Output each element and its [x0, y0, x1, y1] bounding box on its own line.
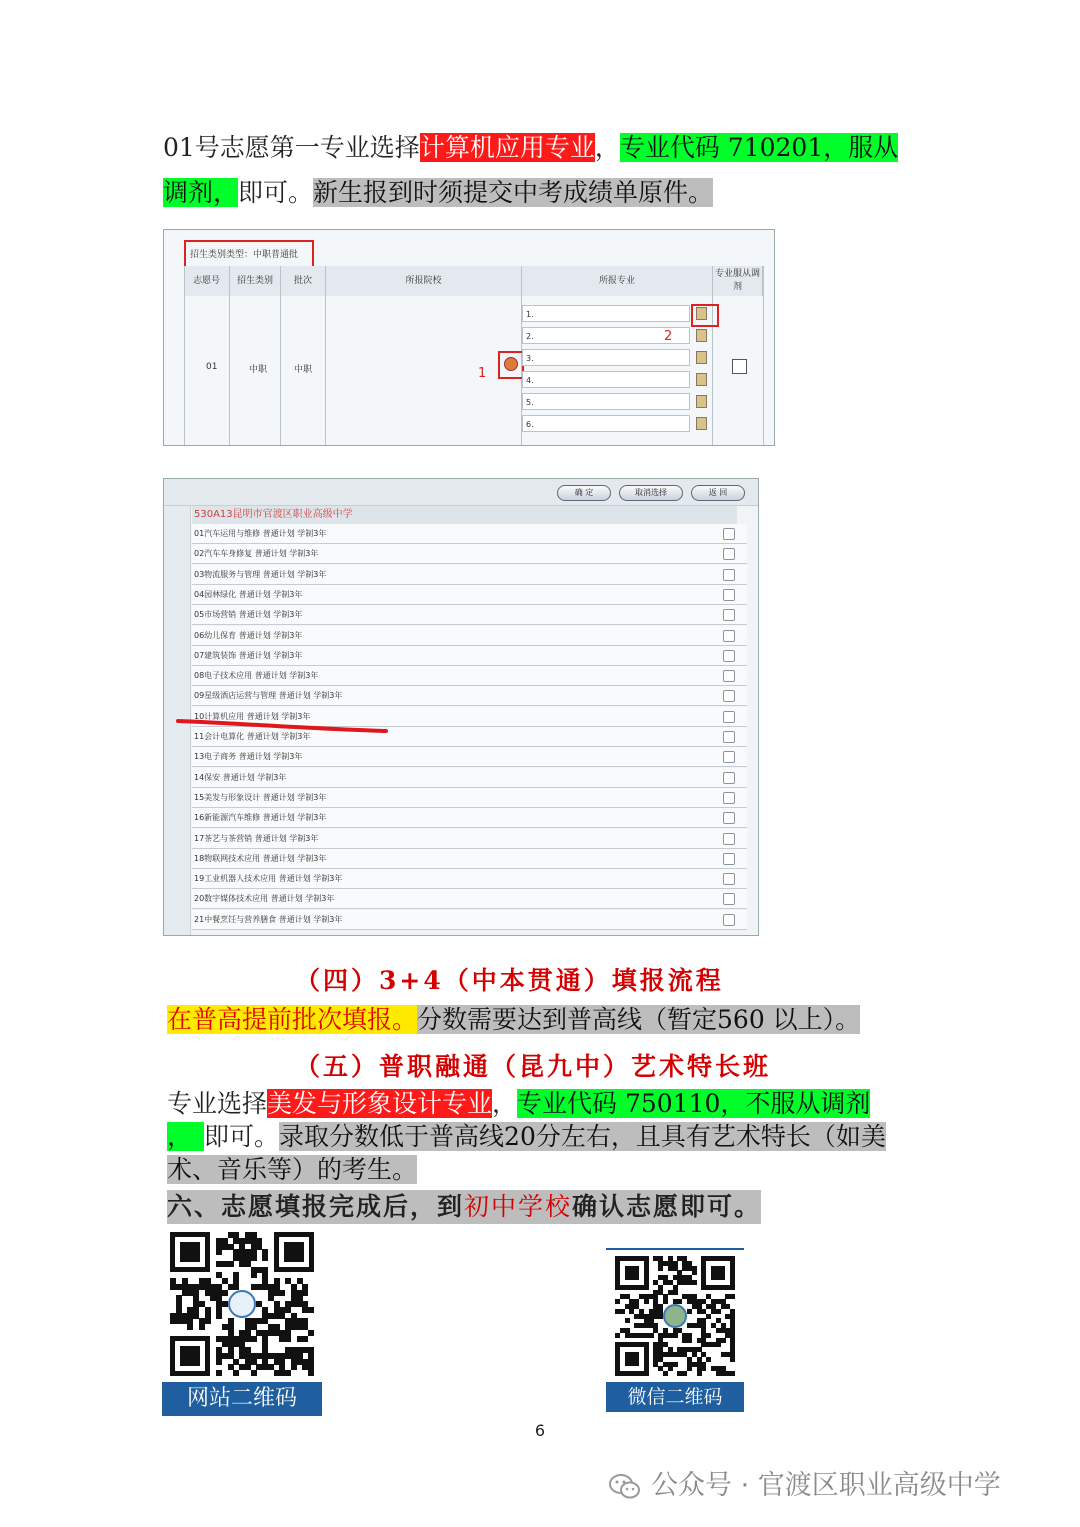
edit-icon[interactable]: [696, 307, 707, 320]
qr-module: [673, 1290, 678, 1295]
row-category: 中职: [249, 365, 268, 375]
qr-module: [262, 1255, 268, 1261]
major-list-row[interactable]: [192, 585, 747, 605]
website-qr-card: [162, 1226, 322, 1416]
para1-line2: [163, 176, 713, 210]
para1-text2: 即可。: [238, 178, 314, 207]
highlight-batch: 在普高提前批次填报。: [167, 1005, 418, 1034]
qr-module: [285, 1336, 291, 1342]
major-list-label: 01汽车运用与维修 普通计划 学制3年: [194, 529, 327, 538]
major-list-label: 17茶艺与茶营销 普通计划 学制3年: [194, 833, 319, 843]
qr-module: [649, 1333, 654, 1338]
major-list-label: 16新能源汽车维修 普通计划 学制3年: [194, 813, 327, 823]
qr-module: [251, 1272, 257, 1278]
select-radio[interactable]: [723, 914, 735, 926]
edit-icon[interactable]: [696, 351, 707, 364]
qr-finder: [274, 1232, 314, 1272]
qr-module: [216, 1313, 222, 1319]
qr-logo: [663, 1304, 687, 1328]
select-radio[interactable]: [723, 812, 735, 824]
section5-text2: 即可。: [204, 1122, 280, 1151]
select-radio[interactable]: [723, 589, 735, 601]
select-radio[interactable]: [723, 731, 735, 743]
edit-icon[interactable]: [696, 395, 707, 408]
qr-finder: [170, 1336, 210, 1376]
row-no: 01: [206, 362, 218, 372]
cancel-select-button[interactable]: 取消选择: [619, 485, 683, 501]
footer: [609, 1463, 1001, 1502]
qr-module: [251, 1336, 257, 1342]
major-row-2[interactable]: 2.: [522, 327, 690, 344]
wechat-qr-caption: 微信二维码: [606, 1382, 744, 1412]
select-radio[interactable]: [723, 772, 735, 784]
section4-heading: （四）3+4（中本贯通）填报流程: [295, 966, 724, 995]
para1-comma: ，: [594, 133, 620, 162]
qr-module: [285, 1370, 291, 1376]
header-no: 志愿号: [184, 266, 230, 296]
section5-line2: [167, 1120, 886, 1154]
major-list-row[interactable]: [192, 747, 747, 767]
qr-finder: [615, 1342, 649, 1376]
grid-line: [325, 266, 326, 445]
qr-module: [251, 1255, 257, 1261]
major-list-label: 05市场营销 普通计划 学制3年: [194, 610, 303, 620]
major-list-row[interactable]: [192, 889, 747, 909]
section6-text: 六、志愿填报完成后，到: [167, 1192, 465, 1221]
qr-module: [251, 1370, 257, 1376]
major-row-1[interactable]: 1.: [522, 305, 690, 322]
select-radio[interactable]: [723, 853, 735, 865]
adjust-checkbox[interactable]: [732, 359, 747, 374]
major-list-label: 08电子技术应用 普通计划 学制3年: [194, 671, 319, 681]
qr-module: [682, 1371, 687, 1376]
major-list-label: 15美发与形象设计 普通计划 学制3年: [194, 792, 327, 802]
major-list-label: 14保安 普通计划 学制3年: [194, 772, 287, 782]
qr-module: [687, 1309, 692, 1314]
header-major: 所报专业: [522, 266, 713, 296]
qr-module: [216, 1359, 222, 1365]
qr-module: [730, 1294, 735, 1299]
qr-module: [279, 1290, 285, 1296]
page-number: 6: [534, 1421, 546, 1440]
qr-module: [706, 1357, 711, 1362]
select-radio[interactable]: [723, 751, 735, 763]
qr-finder: [615, 1256, 649, 1290]
highlight-major: 计算机应用专业: [419, 133, 595, 162]
major-row-6[interactable]: 6.: [522, 415, 690, 432]
major-list-label: 04园林绿化 普通计划 学制3年: [194, 589, 303, 599]
section4-line: [167, 1003, 860, 1037]
major-list-label: 18物联网技术应用 普通计划 学制3年: [194, 853, 327, 863]
qr-module: [199, 1324, 205, 1330]
qr-module: [291, 1364, 297, 1370]
edit-icon[interactable]: [696, 329, 707, 342]
major-list-row[interactable]: [192, 646, 747, 666]
select-radio[interactable]: [723, 711, 735, 723]
major-list-row[interactable]: [192, 849, 747, 869]
qr-module: [187, 1324, 193, 1330]
select-radio[interactable]: [723, 650, 735, 662]
wechat-icon: [609, 1473, 641, 1501]
section5-line3: [167, 1153, 417, 1187]
underline-mark: [174, 709, 394, 735]
qr-module: [668, 1366, 673, 1371]
qr-module: [730, 1357, 735, 1362]
qr-module: [205, 1318, 211, 1324]
school-select-icon[interactable]: [504, 357, 518, 371]
select-radio[interactable]: [723, 548, 735, 560]
edit-icon[interactable]: [696, 373, 707, 386]
qr-module: [673, 1333, 678, 1338]
major-list-label: 06幼儿保育 普通计划 学制3年: [194, 630, 303, 640]
major-list-label: 11会计电算化 普通计划 学制3年: [194, 732, 311, 741]
major-list-row[interactable]: [192, 829, 747, 849]
highlight-comma: ，: [167, 1122, 204, 1151]
row-batch: 中职: [294, 365, 313, 375]
qr-module: [620, 1309, 625, 1314]
select-radio[interactable]: [723, 569, 735, 581]
qr-module: [233, 1370, 239, 1376]
qr-module: [302, 1336, 308, 1342]
para1-line1: [163, 131, 898, 165]
select-radio[interactable]: [723, 792, 735, 804]
highlight-score: 分数需要达到普高线（暂定560 以上）。: [417, 1005, 861, 1034]
major-list-row[interactable]: [192, 788, 747, 808]
qr-module: [716, 1342, 721, 1347]
select-radio[interactable]: [723, 893, 735, 905]
major-list-label: 13电子商务 普通计划 学制3年: [194, 752, 303, 762]
highlight-requirement2: 术、音乐等）的考生。: [167, 1155, 418, 1184]
section6-school: 初中学校: [464, 1192, 573, 1221]
major-list-row[interactable]: [192, 686, 747, 706]
highlight-code2: 专业代码 750110，不服从调剂: [517, 1089, 871, 1118]
major-list-label: 19工业机器人技术应用 普通计划 学制3年: [194, 874, 343, 884]
back-button[interactable]: 返 回: [691, 485, 745, 501]
qr-module: [308, 1330, 314, 1336]
highlight-requirement: 录取分数低于普高线20分左右，且具有艺术特长（如美: [279, 1122, 886, 1151]
qr-module: [697, 1371, 702, 1376]
grid-line: [184, 266, 185, 445]
website-qr-code: [170, 1232, 314, 1376]
major-list-row[interactable]: [192, 808, 747, 828]
qr-module: [308, 1370, 314, 1376]
select-radio[interactable]: [723, 873, 735, 885]
section6-line: [167, 1190, 761, 1224]
qr-module: [687, 1338, 692, 1343]
major-row-5[interactable]: 5.: [522, 393, 690, 410]
select-radio[interactable]: [723, 690, 735, 702]
major-list-row[interactable]: [192, 910, 747, 930]
select-radio[interactable]: [723, 528, 735, 540]
major-list-label: 09星级酒店运营与管理 普通计划 学制3年: [194, 691, 343, 701]
category-label: 招生类别类型：中职普通批: [190, 250, 299, 260]
qr-module: [228, 1261, 234, 1267]
highlight-major2: 美发与形象设计专业: [267, 1089, 493, 1118]
major-list-label: 21中餐烹饪与营养膳食 普通计划 学制3年: [194, 914, 343, 924]
qr-module: [692, 1270, 697, 1275]
qr-module: [716, 1309, 721, 1314]
major-list-row[interactable]: [192, 524, 747, 544]
highlight-note: 新生报到时须提交中考成绩单原件。: [313, 178, 714, 207]
qr-module: [222, 1290, 228, 1296]
section6-text2: 确认志愿即可。: [572, 1192, 762, 1221]
qr-module: [615, 1299, 620, 1304]
select-radio[interactable]: [723, 630, 735, 642]
select-radio[interactable]: [723, 670, 735, 682]
highlight-code: 专业代码 710201，服从: [619, 133, 899, 162]
marker-2: 2: [664, 329, 673, 344]
major-list-row[interactable]: [192, 666, 747, 686]
header-adjust: 专业服从调剂: [713, 266, 763, 296]
qr-logo: [228, 1290, 257, 1319]
section5-comma: ，: [492, 1089, 518, 1118]
form-screenshot: [163, 229, 775, 446]
qr-module: [302, 1290, 308, 1296]
qr-module: [216, 1370, 222, 1376]
qr-module: [730, 1371, 735, 1376]
grid-line: [280, 266, 281, 445]
major-list-label: 02汽车车身修复 普通计划 学制3年: [194, 549, 319, 559]
qr-module: [673, 1362, 678, 1367]
major-list-row[interactable]: [192, 544, 747, 564]
major-list-label: 07建筑装饰 普通计划 学制3年: [194, 650, 303, 660]
qr-module: [687, 1366, 692, 1371]
section5-text: 专业选择: [167, 1089, 268, 1118]
qr-module: [625, 1318, 630, 1323]
major-list-row[interactable]: [192, 869, 747, 889]
wechat-qr-code: [615, 1256, 735, 1376]
qr-module: [216, 1249, 222, 1255]
select-radio[interactable]: [723, 833, 735, 845]
grid-line: [763, 266, 764, 445]
toolbar: [164, 479, 758, 506]
major-list-screenshot: [163, 478, 759, 936]
major-list-label: 20数字媒体技术应用 普通计划 学制3年: [194, 894, 335, 904]
qr-module: [701, 1366, 706, 1371]
highlight-adjust: 调剂，: [163, 178, 239, 207]
header-batch: 批次: [281, 266, 326, 296]
wechat-qr-card: [606, 1248, 744, 1412]
major-row-4[interactable]: 4.: [522, 371, 690, 388]
major-list-row[interactable]: [192, 626, 747, 646]
major-list-row[interactable]: [192, 565, 747, 585]
qr-module: [706, 1314, 711, 1319]
para1-text: 01号志愿第一专业选择: [163, 133, 420, 162]
website-qr-caption: 网站二维码: [162, 1382, 322, 1416]
qr-module: [663, 1299, 668, 1304]
qr-finder: [701, 1256, 735, 1290]
major-row-3[interactable]: 3.: [522, 349, 690, 366]
major-list-row[interactable]: [192, 768, 747, 788]
qr-module: [308, 1307, 314, 1313]
edit-icon[interactable]: [696, 417, 707, 430]
qr-module: [663, 1371, 668, 1376]
header-school: 所报院校: [326, 266, 522, 296]
footer-text: 公众号 · 官渡区职业高级中学: [651, 1470, 1001, 1501]
qr-module: [222, 1301, 228, 1307]
qr-module: [644, 1299, 649, 1304]
major-list-label: 03物流服务与管理 普通计划 学制3年: [194, 569, 327, 579]
qr-finder: [170, 1232, 210, 1272]
confirm-button[interactable]: 确 定: [557, 485, 611, 501]
qr-module: [233, 1284, 239, 1290]
grid-line: [712, 266, 713, 445]
major-list-row[interactable]: [192, 605, 747, 625]
marker-1: 1: [478, 366, 487, 381]
major-list-label: 10计算机应用 普通计划 学制3年: [194, 711, 311, 721]
section5-line1: [167, 1087, 870, 1121]
school-name: 530A13昆明市官渡区职业高级中学: [192, 506, 737, 524]
qr-module: [692, 1280, 697, 1285]
qr-module: [721, 1338, 726, 1343]
qr-module: [615, 1333, 620, 1338]
section5-heading: （五）普职融通（昆九中）艺术特长班: [295, 1052, 772, 1081]
grid-line: [229, 266, 230, 445]
select-radio[interactable]: [723, 609, 735, 621]
header-category: 招生类别: [230, 266, 281, 296]
qr-module: [658, 1266, 663, 1271]
qr-module: [706, 1333, 711, 1338]
